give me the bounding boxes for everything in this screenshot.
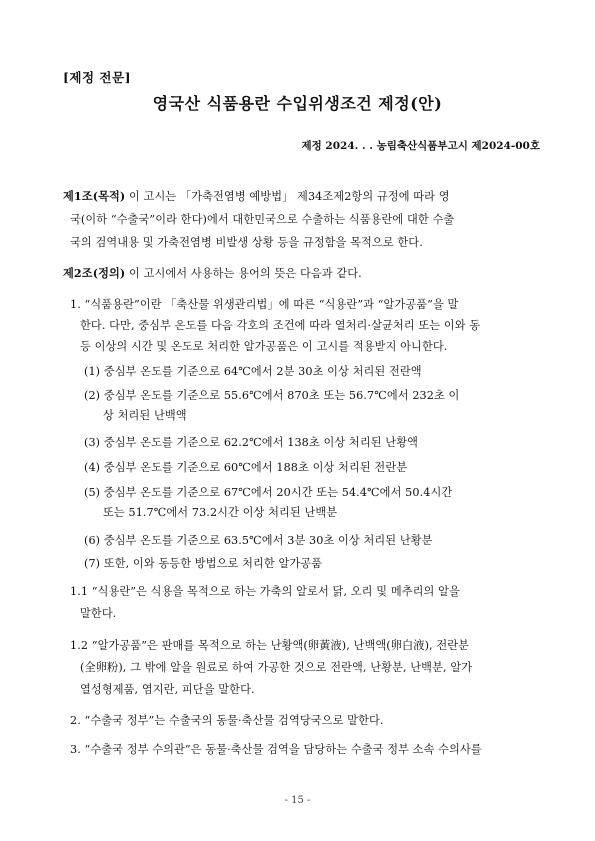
condition-6: (6) 중심부 온도를 기준으로 63.5℃에서 3분 30초 이상 처리된 난황분	[84, 534, 433, 547]
condition-3: (3) 중심부 온도를 기준으로 62.2℃에서 138초 이상 처리된 난황액	[84, 436, 419, 449]
item-1-1-line-2: 말한다.	[80, 607, 117, 620]
article-2-label: 제2조(정의)	[63, 266, 126, 280]
item-1-line-3: 등 이상의 시간 및 온도로 처리한 알가공품은 이 고시를 적용받지 아니한다.	[80, 340, 448, 353]
condition-5-line-2: 또는 51.7℃에서 73.2시간 이상 처리된 난백분	[103, 506, 338, 519]
article-1-text: 이 고시는 「가축전염병 예방법」 제34조제2항의 규정에 따라 영	[125, 190, 450, 203]
item-2: 2. “수출국 정부”는 수출국의 동물·축산물 검역당국으로 말한다.	[70, 714, 384, 727]
item-1-2-line-1: 1.2 “알가공품”은 판매를 목적으로 하는 난황액(卵黃液), 난백액(卵白液), 전란분	[70, 639, 470, 652]
article-2-line	[63, 265, 362, 281]
item-1-2-line-3: 열성형제품, 염지란, 피단을 말한다.	[80, 683, 255, 696]
article-2-intro: 이 고시에서 사용하는 용어의 뜻은 다음과 같다.	[125, 267, 362, 280]
condition-2-line-2: 상 처리된 난백액	[103, 409, 187, 422]
article-1-label: 제1조(목적)	[63, 189, 126, 203]
item-1-line-1: 1. “식품용란”이란 「축산물 위생관리법」에 따른 “식용란”과 “알가공품”을 말	[70, 298, 459, 311]
condition-4: (4) 중심부 온도를 기준으로 60℃에서 188초 이상 처리된 전란분	[84, 461, 408, 474]
item-1-line-2: 한다. 다만, 중심부 온도를 다음 각호의 조건에 따라 열처리·살균처리 또는 이와 동	[80, 319, 481, 332]
enactment-line: 제정 2024. . . 농림축산식품부고시 제2024-00호	[301, 140, 540, 152]
item-1-1-line-1: 1.1 “식용란”은 식용을 목적으로 하는 가축의 알로서 닭, 오리 및 메추리의 알을	[70, 585, 460, 598]
article-1-line-3: 국의 검역내용 및 가축전염병 비발생 상황 등을 규정함을 목적으로 한다.	[70, 236, 423, 249]
article-1-line-1	[63, 188, 450, 204]
page-number: - 15 -	[284, 795, 311, 806]
item-1-2-line-2: (全卵粉), 그 밖에 알을 원료로 하여 가공한 것으로 전란액, 난황분, 난백분, 알가	[80, 661, 473, 674]
item-3: 3. “수출국 정부 수의관”은 동물·축산물 검역을 담당하는 수출국 정부 소속 수의사를	[70, 743, 482, 756]
condition-7: (7) 또한, 이와 동등한 방법으로 처리한 알가공품	[84, 557, 323, 570]
condition-2-line-1: (2) 중심부 온도를 기준으로 55.6℃에서 870초 또는 56.7℃에서 232초 이	[84, 389, 460, 402]
article-1-line-2: 국(이하 “수출국”이라 한다)에서 대한민국으로 수출하는 식품용란에 대한 수출	[70, 213, 455, 226]
condition-5-line-1: (5) 중심부 온도를 기준으로 67℃에서 20시간 또는 54.4℃에서 50.4시간	[84, 486, 453, 499]
document-title: 영국산 식품용란 수입위생조건 제정(안)	[152, 94, 443, 113]
header-tag: [제정 전문]	[63, 70, 131, 85]
condition-1: (1) 중심부 온도를 기준으로 64℃에서 2분 30초 이상 처리된 전란액	[84, 365, 422, 378]
